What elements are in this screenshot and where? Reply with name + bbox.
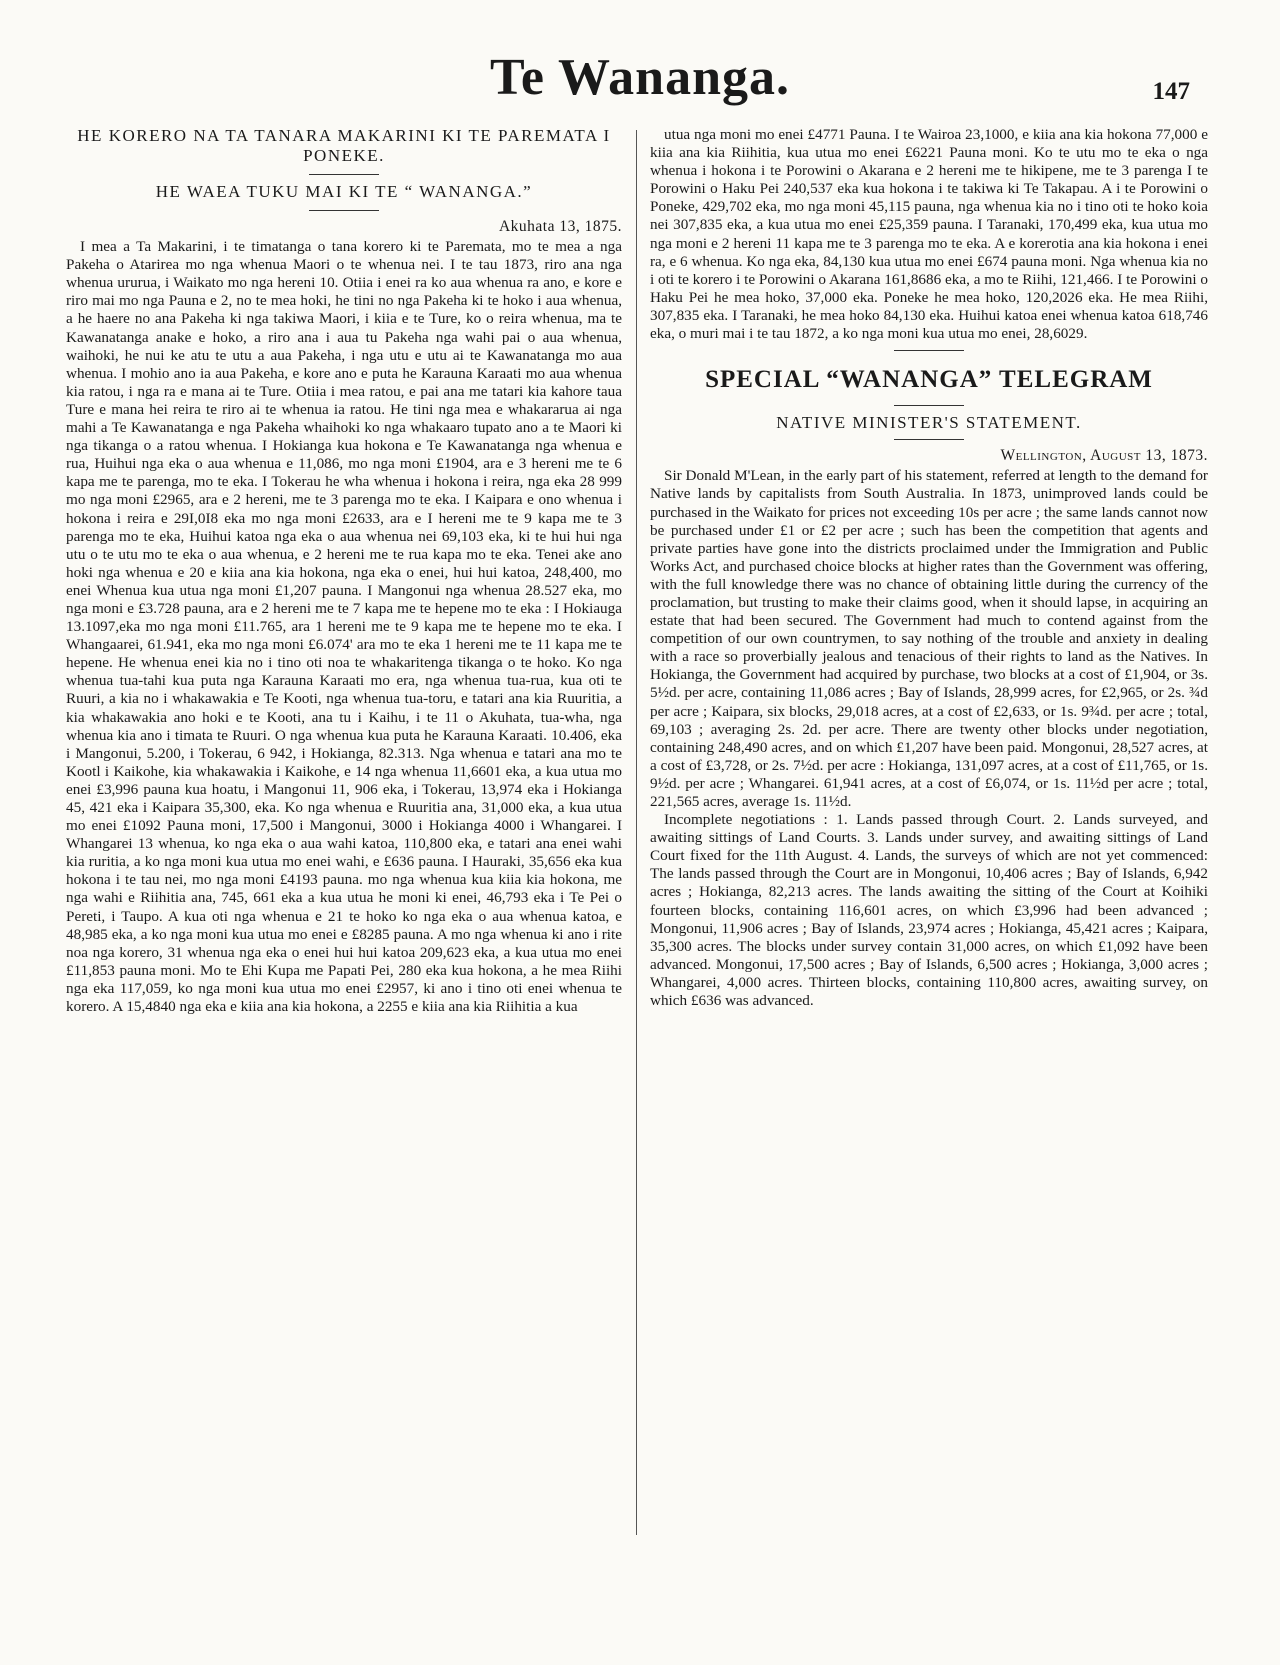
article-subheading-maori: HE WAEA TUKU MAI KI TE “ WANANGA.” xyxy=(155,182,533,201)
article-body-maori: I mea a Ta Makarini, i te timatanga o tana korero ki te Paremata, mo te mea a nga Pakeha o Atarirea mo nga whenua Maori o te whenua nei. I te tau 1873, riro ana nga whenua ururua, i Waikato mo nga hereni 10. Otiia i enei ra ko aua whenua ra ano, e kore e riro mai mo nga Pauna e 2, no te mea hoki, he tini no nga Pakeha ki te hoko i aua whenua, a he haere no ana Pakeha ki nga takiwa Maori, i kiia e te Ture, ko o reira whenua, ma te Kawanatanga anake e hoko, a riro ana i aua tu Pakeha nga wahi pai o aua whenua, waihoki, he nui ke atu te utu a aua Pakeha, i nga utu e utu ai te Kawanatanga mo aua whenua. I mohio ano ia aua Pakeha, e kore ano e puta he Karauna Karaati mo aua whenua kia ratou, i nga ra e mana ai te Ture. Otiia i mea ratou, e pai ana me tatari kia kahore taua Ture e mana hei reira te riro ai te whenua ia ratou. He tini nga mea e whakararua ai nga mahi a Te Kawanatanga e nga Pakeha whaihoki ko nga whakaaro tupato ano a te Maori ki nga tikanga o a ratou whenua. I Hokianga kua hokona e Te Kawanatanga nga whenua e rua, Huihui nga eka o aua whenua e 11,086, mo nga moni £1904, ara e 3 hereni me te 6 kapa me te parenga, mo te eka. I Tokerau he wha whenua i hokona i reira, nga eka 28 999 mo nga moni £2965, ara e 2 hereni, me te 3 parenga mo te eka. I Kaipara e ono whenua i hokona i reira e 29I,0I8 eka mo nga moni £2633, ara e I hereni me te 9 kapa me te 3 parenga mo te eka, Huihui katoa nga eka o aua whenua nei 69,103 eka, ki te hui hui nga utu o te utu mo te eka o aua whenua, e 2 hereni me te rua kapa mo te eka. Tenei ake ano hoki nga whenua e 20 e kiia ana kia hokona, nga eka o enei, hui hui katoa, 248,400, mo enei Whenua kua utua nga moni £1,207 pauna. I Mangonui nga whenua 28.527 eka, mo nga moni e £3.728 pauna, ara e 2 hereni me te 7 kapa me te hepene mo te eka : I Hokiauga 13.1097,eka mo nga moni £11.765, ara 1 hereni me te 9 kapa me te hepene mo te eka. I Whangaarei, 61.941, eka mo nga moni £6.074' ara mo te eka 1 hereni me te 11 kapa me te hepene. He whenua enei kia no i tino oti noa te whakaritenga tikanga o te hoko. Ko nga whenua tua-tahi kua puta nga Karauna Karaati mo era, nga whenua tua-rua, kua oti te Ruuri, a kia no i whakawakia e Te Kooti, nga whenua tua-toru, e tatari ana kia Ruuritia, a kia whakawakia ano hoki e te Kooti, ana tu i Kaihu, i te 11 o Akuhata, tua-wha, nga whenua kia ano i timata te Ruuri. O nga whenua kua puta he Karauna Karaati. 10.406, eka i Mangonui, 5.200, i Tokerau, 6 942, i Hokianga, 82.313. Nga whenua e tatari ana mo te Kootl i Kaikohe, kia whakawakia i Kaikohe, e 14 nga whenua 11,6601 eka, a kua utua mo enei £3,996 pauna kua hoatu, i Mangonui 11, 906 eka, i Tokerau, 13,974 eka i Hokianga 45, 421 eka i Kaipara 35,300, eka. Ko nga whenua e Ruuritia ana, 31,000 eka, a kua utua mo enei £1092 Pauna moni, 17,500 i Mangonui, 3000 i Hokianga 4000 i Whangarei. I Whangarei 13 whenua, ko nga eka o aua wahi katoa, 110,800 eka, e tatari ana enei wahi kia ruritia, a ko nga moni kua utua mo enei wahi, e £636 pauna. I Hauraki, 35,656 eka kua hokona i te tau nei, mo nga moni £4193 pauna. mo nga whenua kua kiia kia hokona, me nga wahi e Riihitia ana, 745, 661 eka a kua utua he moni ki enei, 46,793 eka i Te Pei o Pereti, i Taupo. A kua oti nga whenua e 21 te hoko ko nga eka o aua whenua katoa, e 48,985 eka, a ko nga moni kua utua mo enei e £8285 pauna. A mo nga whenua ki ano i rite noa nga korero, 31 whenua nga eka o enei hui hui katoa 209,623 eka, a kua utua mo enei £11,853 pauna moni. Mo te Ehi Kupa me Papati Pei, 280 eka kua hokona, a he mea Riihi nga eka 117,059, ko nga moni kua utua mo enei £2957, ki ano i tino oti enei whenua te korero. A 15,4840 nga eka e kiia ana kia hokona, a 2255 e kiia ana kia Riihitia a kua xyxy=(66,238,622,1016)
left-column xyxy=(66,126,622,1016)
article-heading-maori: HE KORERO NA TA TANARA MAKARINI KI TE PAREMATA I PONEKE. xyxy=(77,126,611,165)
page-title: Te Wananga. xyxy=(489,49,791,106)
article-body-maori-continued: utua nga moni mo enei £4771 Pauna. I te Wairoa 23,1000, e kiia ana kia hokona 77,000 e kiia ana kia Riihitia, kua utua mo enei £6221 Pauna moni. Ko te utu mo te eka o nga whenua i hokona i te Porowini o Akarana e 2 hereni me te hikipene, me te 3 parenga I te Porowini o Haku Pei 240,537 eka kua hokona i te takiwa ki Te Takapau. A i te Porowini o Poneke, 429,702 eka, mo nga moni 45,115 pauna, nga whenua kia no i tino oti te hoko koia nei 307,835 eka, a kua utua mo enei £25,359 pauna. I Taranaki, 170,499 eka, kua utua mo nga moni e 2 hereni 11 kapa me te 3 parenga mo te eka. A e korerotia ana kia hokona i enei ra, e 6 whenua. Ko nga eka, 84,130 kua utua mo enei £674 pauna moni. Nga whenua kia no i oti te korero i te Porowini o Akarana 161,8686 eka, a mo te Riihi, 121,466. I te Porowini o Haku Pei he mea hoko, 37,000 eka. Poneke he mea hoko, 120,2026 eka. He mea Riihi, 307,835 eka. I Taranaki, he mea hoko 84,130 eka. Huihui katoa enei whenua katoa 618,746 eka, o muri mai i te tau 1872, a ko nga moni kua utua mo enei, 28,6029. xyxy=(650,126,1208,343)
heading-rule xyxy=(309,174,379,175)
page-number: 147 xyxy=(1152,78,1190,105)
telegram-body-paragraph-1: Sir Donald M'Lean, in the early part of his statement, referred at length to the demand for Native lands by capitalists from South Australia. In 1873, unimproved lands could be purchased in the Waikato for prices not exceeding 10s per acre ; the same lands cannot now be purchased under £1 or £2 per acre ; such has been the competition that agents and private parties have gone into the districts proclaimed under the Immigration and Public Works Act, and purchased choice blocks at higher rates than the Government was offering, with the full knowledge there was no chance of obtaining little during the currency of the proclamation, but trusting to make their claims good, when it should lapse, in acquiring an estate that had been secured. The Government had much to contend against from the competition of our own countrymen, to say nothing of the trouble and anxiety in dealing with a race so proverbially jealous and tenacious of their rights to land as the Natives. In Hokianga, the Government had acquired by purchase, two blocks at a cost of £1,904, or 3s. 5½d. per acre, containing 11,086 acres ; Bay of Islands, 28,999 acres, for £2,965, or 2s. ¾d per acre ; Kaipara, six blocks, 29,018 acres, at a cost of £2,633, or 1s. 9¾d. per acre ; total, 69,103 ; averaging 2s. 2d. per acre. There are twenty other blocks under negotiation, containing 248,490 acres, and on which £1,207 have been paid. Mongonui, 28,527 acres, at a cost of £3,728, or 2s. 7½d. per acre : Hokianga, 131,097 acres, at a cost of £11,765, or 1s. 9½d. per acre ; Whangarei. 61,941 acres, at a cost of £6,074, or 1s. 11½d per acre ; total, 221,565 acres, average 1s. 11½d. xyxy=(650,467,1208,810)
telegram-subheading-rule xyxy=(894,439,964,440)
dateline-maori: Akuhata 13, 1875. xyxy=(498,218,622,235)
subheading-rule xyxy=(309,210,379,211)
telegram-subheading: NATIVE MINISTER'S STATEMENT. xyxy=(776,413,1082,433)
dateline-english: Wellington, August 13, 1873. xyxy=(1000,447,1208,465)
right-column xyxy=(650,126,1208,1010)
telegram-heading: SPECIAL “WANANGA” TELEGRAM xyxy=(705,366,1153,394)
column-divider xyxy=(636,130,637,1535)
section-rule xyxy=(894,350,964,351)
telegram-heading-rule xyxy=(894,405,964,406)
telegram-body-paragraph-2: Incomplete negotiations : 1. Lands passed through Court. 2. Lands surveyed, and awaiting sittings of Land Courts. 3. Lands under survey, and awaiting sittings of Land Court fixed for the 11th August. 4. Lands, the surveys of which are not yet commenced: The lands passed through the Court are in Mongonui, 10,406 acres ; Bay of Islands, 6,942 acres ; Hokianga, 82,213 acres. The lands awaiting the sitting of the Court at Koihiki fourteen blocks, containing 116,601 acres, on which £3,996 had been advanced ; Mongonui, 11,906 acres ; Bay of Islands, 23,974 acres ; Hokianga, 45,421 acres ; Kaipara, 35,300 acres. The blocks under survey contain 31,000 acres, on which £1,092 have been advanced. Mongonui, 17,500 acres ; Bay of Islands, 6,500 acres ; Hokianga, 3,000 acres ; Whangarei, 4,000 acres. Thirteen blocks, containing 110,800 acres, awaiting survey, on which £636 was advanced. xyxy=(650,811,1208,1010)
